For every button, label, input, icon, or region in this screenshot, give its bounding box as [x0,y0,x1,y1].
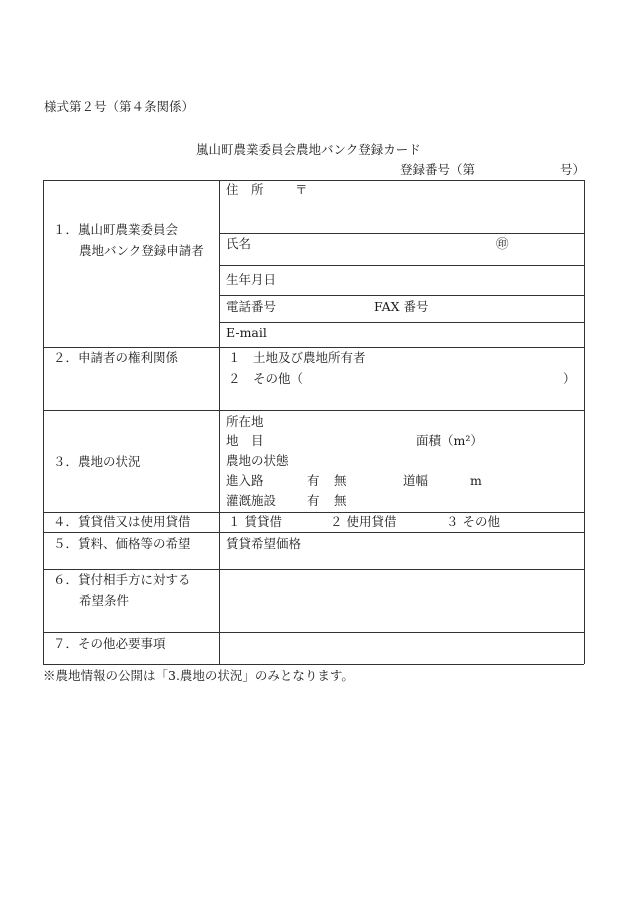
price-value-label: 賃貸希望価格 [226,536,302,551]
applicant-label-line1: １．嵐山町農業委員会 [53,222,179,237]
irrigation-yes: 有 [307,493,320,508]
row-divider [219,322,584,323]
row-divider [219,233,584,234]
table-border-left [43,180,44,664]
rights-option-2-close: ） [563,371,576,386]
table-column-divider [219,180,220,664]
irrigation-label: 灌漑施設 [226,493,277,508]
birthdate-label: 生年月日 [226,272,277,287]
area-label: 面積（m²） [416,433,483,448]
row-divider [219,265,584,266]
footnote: ※農地情報の公開は「3.農地の状況」のみとなります。 [43,668,354,683]
road-width-label: 道幅 [403,473,429,488]
row-divider [43,632,584,633]
postal-mark: 〒 [295,182,308,197]
rights-label: ２．申請者の権利関係 [53,350,179,365]
road-width-unit: m [470,473,482,488]
farmland-label: ３．農地の状況 [53,454,141,469]
irrigation-no: 無 [334,493,347,508]
page-title: 嵐山町農業委員会農地バンク登録カード [196,142,421,157]
lease-type-label: ４．賃貸借又は使用貸借 [53,514,191,529]
phone-label: 電話番号 [226,299,277,314]
lease-option-3: ３ その他 [446,514,500,529]
row-divider [43,569,584,570]
conditions-label-line2: 希望条件 [79,593,130,608]
conditions-label-line1: ６．貸付相手方に対する [53,572,191,587]
name-label: 氏名 [226,236,252,251]
address-label: 住 所 [226,182,264,197]
other-label: ７．その他必要事項 [53,636,166,651]
lease-option-2: ２ 使用貸借 [330,514,397,529]
lease-option-1: １ 賃貸借 [228,514,282,529]
access-road-no: 無 [334,473,347,488]
rights-option-2: ２ その他（ [228,371,304,386]
row-divider [43,410,584,411]
registration-number-label: 登録番号（第 [400,162,476,177]
category-label: 地 目 [226,433,264,448]
rights-option-1: １ 土地及び農地所有者 [228,350,366,365]
email-label: E-mail [226,325,267,340]
row-divider [219,295,584,296]
row-divider [43,512,584,513]
table-border-right [584,180,585,664]
fax-label: FAX 番号 [374,299,429,314]
row-divider [43,532,584,533]
access-road-yes: 有 [307,473,320,488]
row-divider [43,347,584,348]
seal-mark: ㊞ [496,236,509,251]
registration-number-suffix: 号） [560,162,586,177]
applicant-label-line2: 農地バンク登録申請者 [79,243,204,258]
condition-label: 農地の状態 [226,453,289,468]
location-label: 所在地 [226,414,264,429]
access-road-label: 進入路 [226,473,264,488]
table-border-top [43,180,584,181]
table-border-bottom [43,664,584,665]
form-number: 様式第２号（第４条関係） [44,99,195,114]
price-label: ５．賃料、価格等の希望 [53,536,191,551]
